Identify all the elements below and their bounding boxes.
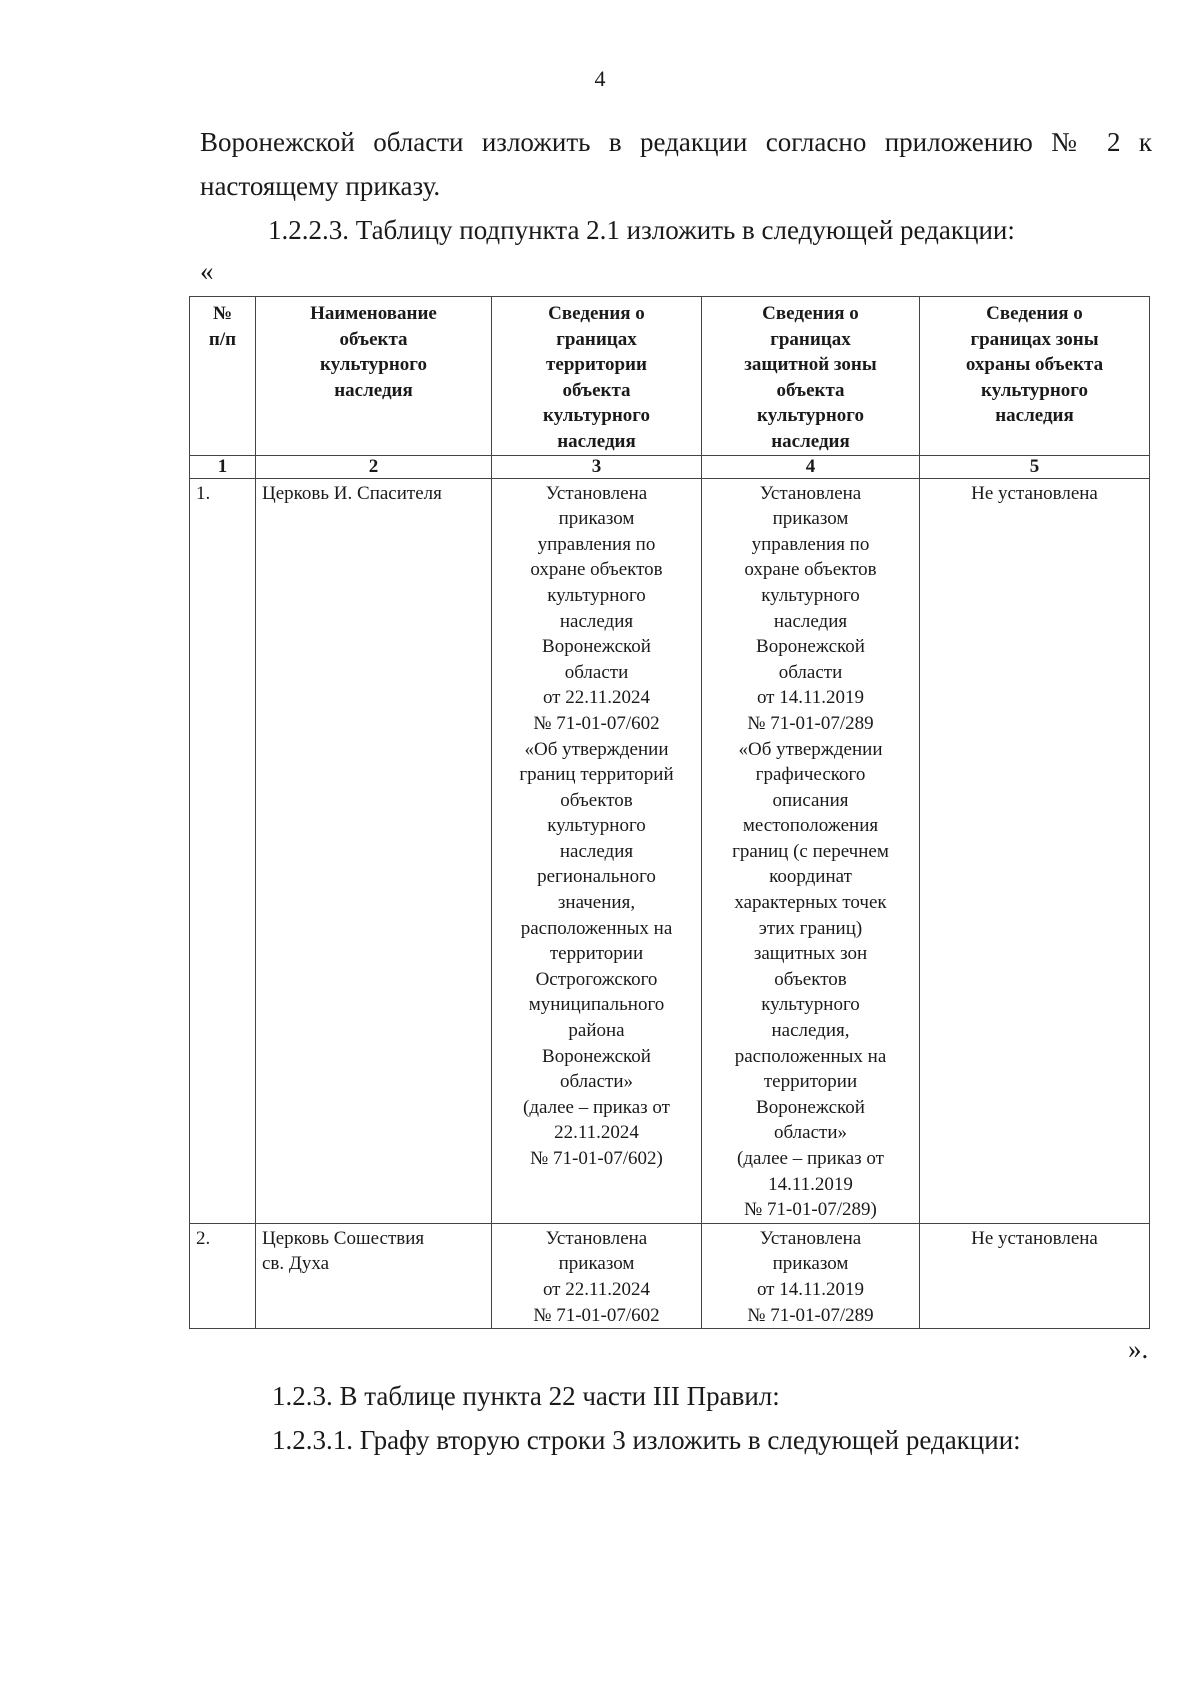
cell-line: от 14.11.2019 bbox=[756, 1278, 865, 1300]
cell-line: границ территорий bbox=[519, 764, 674, 786]
row-number: 2. bbox=[190, 1223, 256, 1328]
cell-line: района bbox=[568, 1020, 625, 1042]
row-number: 1. bbox=[190, 478, 256, 1223]
cell-line: культурного bbox=[547, 815, 646, 837]
cell-line: культурного bbox=[757, 405, 864, 427]
cell-line: наследия bbox=[559, 610, 634, 632]
cell-line: «Об утверждении bbox=[524, 738, 669, 760]
cell-line: св. Духа bbox=[262, 1253, 330, 1275]
cell-line: границах bbox=[556, 328, 637, 350]
cell-line: границах bbox=[770, 328, 851, 350]
cell-line: области bbox=[778, 661, 843, 683]
column-number: 3 bbox=[492, 455, 702, 478]
column-number: 2 bbox=[256, 455, 492, 478]
cell-line: границ (с перечнем bbox=[732, 840, 889, 862]
cell-line: 14.11.2019 bbox=[768, 1173, 853, 1195]
cell-line: Наименование bbox=[310, 303, 437, 324]
header-cell bbox=[702, 297, 920, 456]
closing-quote: ». bbox=[1128, 1334, 1149, 1364]
cell-line: объекта bbox=[339, 328, 408, 350]
cell-line: Острогожского bbox=[535, 968, 658, 990]
protection-zone-info bbox=[920, 478, 1150, 1223]
cell-line: объекта bbox=[562, 379, 631, 401]
cell-line: культурного bbox=[543, 405, 650, 427]
header-cell bbox=[492, 297, 702, 456]
cell-line: области» bbox=[773, 1122, 847, 1144]
cell-line: наследия bbox=[773, 610, 848, 632]
cell-line: культурного bbox=[320, 354, 427, 376]
cell-line: 22.11.2024 bbox=[554, 1122, 639, 1144]
cell-line: Установлена bbox=[759, 1227, 862, 1249]
cell-line: приказом bbox=[772, 1253, 849, 1275]
cell-line: № 71-01-07/602 bbox=[533, 712, 660, 734]
cell-line: Церковь И. Спасителя bbox=[262, 482, 442, 504]
cell-line: значения, bbox=[557, 892, 636, 914]
protective-zone-info bbox=[702, 1223, 920, 1328]
cell-line: культурного bbox=[547, 584, 646, 606]
object-name bbox=[256, 1223, 492, 1328]
territory-info bbox=[492, 1223, 702, 1328]
cell-line: защитной зоны bbox=[744, 354, 877, 376]
column-number: 5 bbox=[920, 455, 1150, 478]
territory-info bbox=[492, 478, 702, 1223]
cell-line: объекта bbox=[776, 379, 845, 401]
cell-line: объектов bbox=[560, 789, 633, 811]
cell-line: № 71-01-07/602 bbox=[533, 1304, 660, 1326]
heritage-table bbox=[189, 296, 1150, 1329]
cell-line: от 22.11.2024 bbox=[542, 1278, 651, 1300]
cell-line: от 14.11.2019 bbox=[756, 687, 865, 709]
cell-line: управления по bbox=[537, 533, 656, 555]
cell-line: расположенных на bbox=[734, 1045, 887, 1067]
cell-line: этих границ) bbox=[758, 917, 863, 939]
cell-line: № 71-01-07/289) bbox=[744, 1199, 877, 1221]
cell-line: п/п bbox=[208, 328, 237, 350]
table-row bbox=[190, 478, 1150, 1223]
column-number: 4 bbox=[702, 455, 920, 478]
header-cell bbox=[190, 297, 256, 456]
cell-line: наследия bbox=[557, 430, 636, 452]
cell-line: области bbox=[564, 661, 629, 683]
cell-line: характерных точек bbox=[734, 892, 887, 914]
cell-line: Не установлена bbox=[971, 482, 1098, 504]
cell-line: защитных зон bbox=[753, 943, 868, 965]
cell-line: приказом bbox=[772, 508, 849, 530]
protection-zone-info bbox=[920, 1223, 1150, 1328]
cell-line: муниципального bbox=[528, 994, 665, 1016]
table-row bbox=[190, 1223, 1150, 1328]
cell-line: «Об утверждении bbox=[738, 738, 883, 760]
cell-line: территории bbox=[763, 1071, 858, 1093]
cell-line: Церковь Сошествия bbox=[262, 1227, 425, 1249]
cell-line: (далее – приказ от bbox=[737, 1148, 884, 1169]
cell-line: Воронежской bbox=[756, 636, 865, 658]
cell-line: Сведения о bbox=[548, 303, 645, 324]
header-cell bbox=[920, 297, 1150, 456]
cell-line: охране объектов bbox=[530, 559, 663, 581]
cell-line: приказом bbox=[558, 1253, 635, 1275]
cell-line: описания bbox=[772, 789, 849, 811]
cell-line: территории bbox=[549, 943, 644, 965]
object-name bbox=[256, 478, 492, 1223]
cell-line: Не установлена bbox=[971, 1227, 1098, 1249]
cell-line: (далее – приказ от bbox=[523, 1096, 670, 1118]
cell-line: культурного bbox=[761, 584, 860, 606]
cell-line: охране объектов bbox=[744, 559, 877, 581]
opening-quote: « bbox=[200, 256, 214, 286]
cell-line: границах зоны bbox=[970, 328, 1099, 350]
column-number-row bbox=[190, 455, 1150, 478]
cell-line: № bbox=[212, 303, 233, 324]
column-number: 1 bbox=[190, 455, 256, 478]
cell-line: наследия, bbox=[771, 1020, 850, 1042]
cell-line: наследия bbox=[771, 430, 850, 452]
cell-line: Воронежской bbox=[756, 1096, 865, 1118]
cell-line: наследия bbox=[334, 379, 413, 401]
cell-line: приказом bbox=[558, 508, 635, 530]
cell-line: Воронежской bbox=[542, 636, 651, 658]
cell-line: регионального bbox=[537, 866, 656, 888]
cell-line: Установлена bbox=[545, 482, 648, 504]
paragraph-continuation: Воронежской области изложить в редакции согласно приложению № 2 к bbox=[200, 127, 1152, 157]
cell-line: управления по bbox=[751, 533, 870, 555]
cell-line: Установлена bbox=[759, 482, 862, 504]
cell-line: территории bbox=[546, 354, 647, 376]
cell-line: объектов bbox=[774, 968, 847, 990]
cell-line: графического bbox=[755, 764, 866, 786]
protective-zone-info bbox=[702, 478, 920, 1223]
paragraph-continuation-end: настоящему приказу. bbox=[200, 171, 441, 201]
cell-line: наследия bbox=[995, 405, 1074, 427]
cell-line: Сведения о bbox=[762, 303, 859, 324]
header-cell bbox=[256, 297, 492, 456]
cell-line: Сведения о bbox=[986, 303, 1083, 324]
cell-line: наследия bbox=[559, 840, 634, 862]
paragraph-1-2-3-1: 1.2.3.1. Графу вторую строки 3 изложить в следующей редакции: bbox=[272, 1425, 1021, 1455]
table-header-row bbox=[190, 297, 1150, 456]
cell-line: охраны объекта bbox=[965, 354, 1104, 376]
page-number: 4 bbox=[594, 66, 606, 91]
cell-line: от 22.11.2024 bbox=[542, 687, 651, 709]
cell-line: № 71-01-07/289 bbox=[747, 712, 874, 734]
cell-line: Воронежской bbox=[542, 1045, 651, 1067]
paragraph-1-2-3: 1.2.3. В таблице пункта 22 части III Правил: bbox=[272, 1381, 780, 1411]
cell-line: расположенных на bbox=[520, 917, 673, 939]
cell-line: области» bbox=[559, 1071, 633, 1093]
cell-line: местоположения bbox=[742, 815, 879, 837]
cell-line: Установлена bbox=[545, 1227, 648, 1249]
cell-line: координат bbox=[769, 866, 852, 888]
cell-line: культурного bbox=[761, 994, 860, 1016]
cell-line: № 71-01-07/602) bbox=[530, 1148, 663, 1169]
cell-line: культурного bbox=[981, 379, 1088, 401]
paragraph-1-2-2-3: 1.2.2.3. Таблицу подпункта 2.1 изложить в следующей редакции: bbox=[268, 215, 1015, 245]
cell-line: № 71-01-07/289 bbox=[747, 1304, 874, 1326]
